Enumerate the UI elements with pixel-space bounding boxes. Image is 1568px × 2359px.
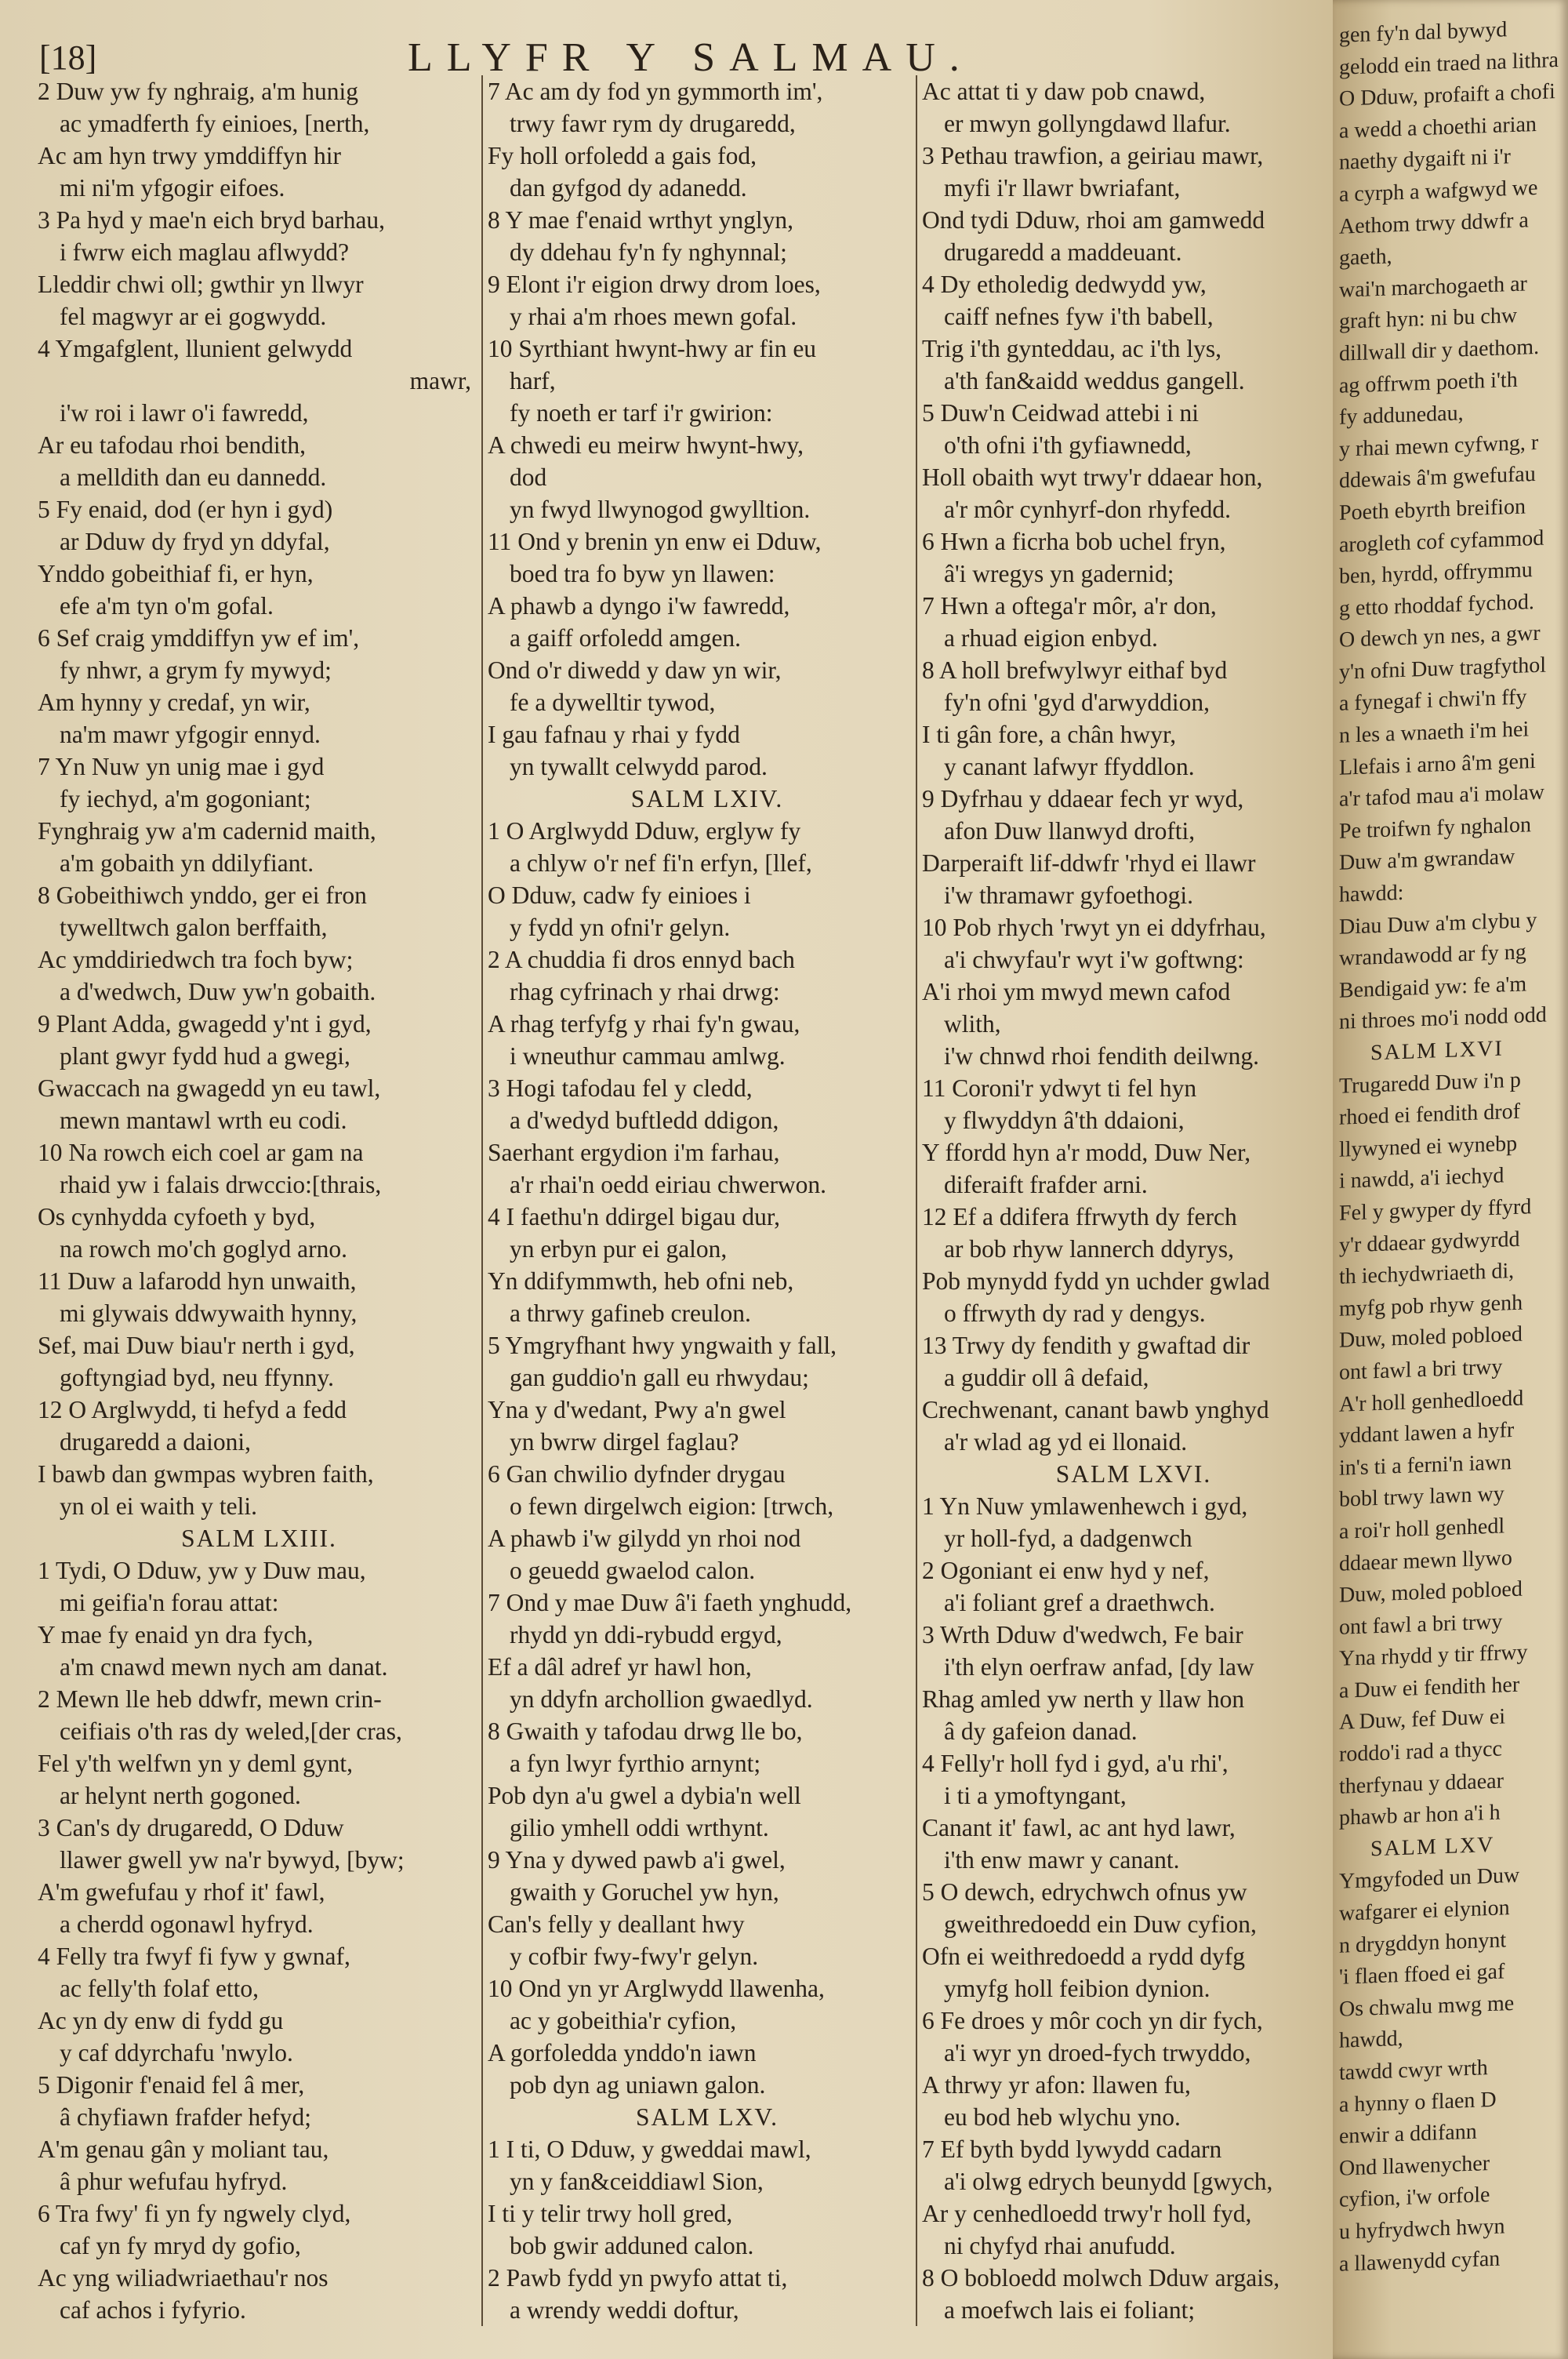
- text-line: Yna rhydd y tir ffrwy: [1339, 1640, 1528, 1672]
- text-line: a d'wedyd buftledd ddigon,: [510, 1107, 779, 1134]
- text-line: enwir a ddifann: [1339, 2119, 1477, 2149]
- text-line: 8 O bobloedd molwch Dduw argais,: [922, 2264, 1280, 2292]
- text-line: n drygddyn honynt: [1339, 1927, 1507, 1958]
- text-line: A'm genau gân y moliant tau,: [38, 2135, 329, 2163]
- text-line: wai'n marchogaeth ar: [1339, 271, 1527, 303]
- text-line: a'm cnawd mewn nych am danat.: [60, 1653, 388, 1681]
- text-line: 8 Gwaith y tafodau drwg lle bo,: [488, 1717, 803, 1745]
- text-line: A'r holl genhedloedd: [1339, 1386, 1524, 1417]
- text-line: Y mae fy enaid yn dra fych,: [38, 1621, 314, 1648]
- text-line: dan gyfgod dy adanedd.: [510, 174, 747, 202]
- text-line: llawer gwell yw na'r bywyd, [byw;: [60, 1846, 405, 1874]
- text-line: O Dduw, cadw fy einioes i: [488, 881, 751, 909]
- text-line: y rhai mewn cyfwng, r: [1339, 430, 1539, 462]
- text-line: 4 Dy etholedig dedwydd yw,: [922, 271, 1207, 298]
- text-line: yn erbyn pur ei galon,: [510, 1235, 728, 1263]
- text-line: Ond o'r diwedd y daw yn wir,: [488, 656, 782, 684]
- text-line: Ac yn dy enw di fydd gu: [38, 2007, 284, 2034]
- text-line: 9 Plant Adda, gwagedd y'nt i gyd,: [38, 1010, 372, 1038]
- text-line: 11 Coroni'r ydwyt ti fel hyn: [922, 1074, 1197, 1102]
- text-line: g etto rhoddaf fychod.: [1339, 589, 1534, 621]
- psalm-heading: SALM LXV.: [636, 2103, 779, 2131]
- text-line: Diau Duw a'm clybu y: [1339, 907, 1537, 940]
- text-line: 6 Sef craig ymddiffyn yw ef im',: [38, 624, 360, 652]
- text-line: 8 A holl brefwylwyr eithaf byd: [922, 656, 1228, 684]
- text-line: gilio ymhell oddi wrthynt.: [510, 1814, 769, 1841]
- text-line: â phur wefufau hyfryd.: [60, 2168, 288, 2195]
- text-line: y canant lafwyr ffyddlon.: [944, 753, 1195, 780]
- text-line: o geuedd gwaelod calon.: [510, 1557, 756, 1584]
- text-line: a moefwch lais ei foliant;: [944, 2296, 1196, 2324]
- text-line: gan guddio'n gall eu rhwydau;: [510, 1364, 809, 1391]
- text-line: ar Dduw dy fryd yn ddyfal,: [60, 528, 330, 555]
- text-line: Ac attat ti y daw pob cnawd,: [922, 78, 1206, 105]
- text-line: 7 Yn Nuw yn unig mae i gyd: [38, 753, 325, 780]
- text-line: yn bwrw dirgel faglau?: [510, 1428, 739, 1456]
- text-line: Duw, moled pobloed: [1339, 1321, 1523, 1354]
- text-line: a cherdd ogonawl hyfryd.: [60, 1910, 314, 1938]
- text-line: n les a wnaeth i'm hei: [1339, 717, 1530, 748]
- text-line: 4 Felly'r holl fyd i gyd, a'u rhi',: [922, 1750, 1229, 1777]
- text-line: bobl trwy lawn wy: [1339, 1481, 1504, 1513]
- text-line: th iechydwriaeth di,: [1339, 1259, 1515, 1289]
- text-line: i'th elyn oerfraw anfad, [dy law: [944, 1653, 1254, 1681]
- text-line: O Dduw, profaift a chofi: [1339, 79, 1555, 111]
- text-line: â dy gafeion danad.: [944, 1717, 1138, 1745]
- text-line: u hyfrydwch hwyn: [1339, 2214, 1505, 2245]
- text-line: tywelltwch galon berffaith,: [60, 914, 328, 941]
- text-line: a'i foliant gref a draethwch.: [944, 1589, 1215, 1616]
- text-line: a llawenydd cyfan: [1339, 2246, 1501, 2277]
- text-line: a'i chwyfau'r wyt i'w goftwng:: [944, 946, 1244, 973]
- text-line: 4 I faethu'n ddirgel bigau dur,: [488, 1203, 780, 1230]
- text-line: Poeth ebyrth breifion: [1339, 494, 1526, 525]
- text-line: boed tra fo byw yn llawen:: [510, 560, 775, 587]
- text-line: Gwaccach na gwagedd yn eu tawl,: [38, 1074, 381, 1102]
- text-line: i'th enw mawr y canant.: [944, 1846, 1180, 1874]
- text-line: 5 O dewch, edrychwch ofnus yw: [922, 1878, 1247, 1906]
- text-line: rhydd yn ddi-rybudd ergyd,: [510, 1621, 782, 1648]
- text-line: Darperaift lif-ddwfr 'rhyd ei llawr: [922, 849, 1256, 877]
- text-line: Holl obaith wyt trwy'r ddaear hon,: [922, 463, 1263, 491]
- text-line: i'w thramawr gyfoethogi.: [944, 881, 1193, 909]
- text-line: â chyfiawn frafder hefyd;: [60, 2103, 311, 2131]
- text-line: a'r tafod mau a'i molaw: [1339, 780, 1544, 812]
- text-line: Ymgyfoded un Duw: [1339, 1863, 1520, 1895]
- text-line: I bawb dan gwmpas wybren faith,: [38, 1460, 374, 1488]
- text-line: yn tywallt celwydd parod.: [510, 753, 768, 780]
- text-line: Ac ymddiriedwch tra foch byw;: [38, 946, 354, 973]
- text-line: 10 Ond yn yr Arglwydd llawenha,: [488, 1975, 825, 2002]
- text-line: rhag cyfrinach y rhai drwg:: [510, 978, 780, 1005]
- text-line: Ac yng wiliadwriaethau'r nos: [38, 2264, 328, 2292]
- text-line: a guddir oll â defaid,: [944, 1364, 1149, 1391]
- text-line: Llefais i arno â'm geni: [1339, 748, 1536, 780]
- text-line: fel magwyr ar ei gogwydd.: [60, 303, 327, 330]
- text-line: Canant it' fawl, ac ant hyd lawr,: [922, 1814, 1236, 1841]
- text-line: a'i olwg edrych beunydd [gwych,: [944, 2168, 1273, 2195]
- text-line: ac y gobeithia'r cyfion,: [510, 2007, 737, 2034]
- text-line: ar bob rhyw lannerch ddyrys,: [944, 1235, 1235, 1263]
- text-line: a d'wedwch, Duw yw'n gobaith.: [60, 978, 376, 1005]
- text-line: goftyngiad byd, neu ffynny.: [60, 1364, 334, 1391]
- text-column-1: [38, 75, 481, 2326]
- text-line: Lleddir chwi oll; gwthir yn llwyr: [38, 271, 364, 298]
- text-line: 6 Hwn a ficrha bob uchel fryn,: [922, 528, 1226, 555]
- text-line: ymyfg holl feibion dynion.: [944, 1975, 1210, 2002]
- text-line: hawdd:: [1339, 880, 1404, 907]
- text-line: drugaredd a daioni,: [60, 1428, 252, 1456]
- text-line: 1 O Arglwydd Dduw, erglyw fy: [488, 817, 801, 845]
- text-line: drugaredd a maddeuant.: [944, 238, 1182, 266]
- text-line: Ac am hyn trwy ymddiffyn hir: [38, 142, 341, 169]
- psalm-heading: SALM LXIII.: [181, 1525, 337, 1552]
- text-line: bob gwir adduned calon.: [510, 2232, 754, 2259]
- text-line: caf achos i fyfyrio.: [60, 2296, 246, 2324]
- text-line: Fel y gwyper dy ffyrd: [1339, 1194, 1532, 1226]
- text-line: dod: [510, 463, 547, 491]
- text-line: ddaear mewn llywo: [1339, 1545, 1512, 1576]
- text-line: therfynau y ddaear: [1339, 1768, 1504, 1799]
- text-line: O dewch yn nes, a gwr: [1339, 621, 1541, 653]
- text-line: a'r môr cynhyrf-don rhyfedd.: [944, 496, 1232, 523]
- text-line: â'i wregys yn gadernid;: [944, 560, 1174, 587]
- text-line: Y ffordd hyn a'r modd, Duw Ner,: [922, 1139, 1251, 1166]
- text-line: a hynny o flaen D: [1339, 2087, 1497, 2117]
- text-line: wrandawodd ar fy ng: [1339, 940, 1526, 971]
- text-line: ddewais â'm gwefufau: [1339, 462, 1536, 494]
- text-line: Fy holl orfoledd a gais fod,: [488, 142, 757, 169]
- text-line: fe a dywelltir tywod,: [510, 689, 716, 716]
- text-line: Aethom trwy ddwfr a: [1339, 207, 1529, 239]
- text-line: yddant lawen a hyfr: [1339, 1418, 1515, 1448]
- text-line: 4 Ymgafglent, llunient gelwydd: [38, 335, 353, 362]
- text-line: 7 Ef byth bydd lywydd cadarn: [922, 2135, 1222, 2163]
- text-line: ac felly'th folaf etto,: [60, 1975, 260, 2002]
- psalm-heading: SALM LXVI: [1370, 1036, 1504, 1066]
- overlap-text: [1339, 11, 1568, 2281]
- text-line: A thrwy yr afon: llawen fu,: [922, 2071, 1191, 2099]
- text-line: 12 O Arglwydd, ti hefyd a fedd: [38, 1396, 347, 1423]
- text-line: Crechwenant, canant bawb ynghyd: [922, 1396, 1269, 1423]
- text-line: ceifiais o'th ras dy weled,[der cras,: [60, 1717, 402, 1745]
- text-line: fy addunedau,: [1339, 401, 1464, 430]
- text-line: i nawdd, a'i iechyd: [1339, 1163, 1504, 1194]
- overlapping-next-page: [1333, 0, 1568, 2359]
- text-line: 2 Pawb fydd yn pwyfo attat ti,: [488, 2264, 788, 2292]
- text-line: A'm gwefufau y rhof it' fawl,: [38, 1878, 325, 1906]
- text-line: ni chyfyd rhai anufudd.: [944, 2232, 1176, 2259]
- text-line: Fynghraig yw a'm cadernid maith,: [38, 817, 376, 845]
- text-line: yn ol ei waith y teli.: [60, 1492, 257, 1520]
- text-line: 10 Syrthiant hwynt-hwy ar fin eu: [488, 335, 817, 362]
- text-line: Saerhant ergydion i'm farhau,: [488, 1139, 780, 1166]
- text-line: ben, hyrdd, offrymmu: [1339, 558, 1533, 589]
- text-line: 6 Gan chwilio dyfnder drygau: [488, 1460, 786, 1488]
- text-line: y flwyddyn â'th ddaioni,: [944, 1107, 1185, 1134]
- text-line: 3 Can's dy drugaredd, O Dduw: [38, 1814, 344, 1841]
- text-line: caiff nefnes fyw i'th babell,: [944, 303, 1214, 330]
- text-line: diferaift frafder arni.: [944, 1171, 1148, 1198]
- text-line: i ti a ymoftyngant,: [944, 1782, 1127, 1809]
- text-line: llywyned ei wynebp: [1339, 1131, 1518, 1162]
- text-line: 'i flaen ffoed ei gaf: [1339, 1959, 1505, 1990]
- text-line: yn fwyd llwynogod gwylltion.: [510, 496, 811, 523]
- text-line: a melldith dan eu dannedd.: [60, 463, 327, 491]
- text-line: gweithredoedd ein Duw cyfion,: [944, 1910, 1257, 1938]
- text-line: y cofbir fwy-fwy'r gelyn.: [510, 1943, 759, 1970]
- text-line: a'i wyr yn droed-fych trwyddo,: [944, 2039, 1251, 2066]
- text-line: a'r wlad ag yd ei llonaid.: [944, 1428, 1188, 1456]
- text-line: fy'n ofni 'gyd d'arwyddion,: [944, 689, 1210, 716]
- text-line: A Duw, fef Duw ei: [1339, 1704, 1506, 1736]
- text-line: Ofn ei weithredoedd a rydd dyfg: [922, 1943, 1245, 1970]
- text-line: Rhag amled yw nerth y llaw hon: [922, 1685, 1245, 1713]
- text-line: Can's felly y deallant hwy: [488, 1910, 745, 1938]
- text-line: Yna y d'wedant, Pwy a'n gwel: [488, 1396, 786, 1423]
- text-line: cyfion, i'w orfole: [1339, 2183, 1490, 2213]
- text-column-3: [916, 75, 1345, 2326]
- text-line: A phawb a dyngo i'w fawredd,: [488, 592, 790, 620]
- text-line: myfg pob rhyw genh: [1339, 1290, 1523, 1321]
- text-line: Bendigaid yw: fe a'm: [1339, 972, 1527, 1003]
- text-line: ac ymadferth fy einioes, [nerth,: [60, 110, 370, 137]
- text-line: 2 Mewn lle heb ddwfr, mewn crin-: [38, 1685, 382, 1713]
- text-line: a rhuad eigion enbyd.: [944, 624, 1158, 652]
- text-line: y'n ofni Duw tragfythol: [1339, 652, 1547, 685]
- text-line: Am hynny y credaf, yn wir,: [38, 689, 310, 716]
- text-line: 2 Duw yw fy nghraig, a'm hunig: [38, 78, 358, 105]
- text-line: hawdd,: [1339, 2026, 1403, 2054]
- text-line: 3 Pethau trawfion, a geiriau mawr,: [922, 142, 1264, 169]
- text-line: fy noeth er tarf i'r gwirion:: [510, 399, 773, 427]
- text-line: y'r ddaear gydwyrdd: [1339, 1227, 1520, 1258]
- running-head: LLYFR Y SALMAU.: [408, 35, 974, 80]
- text-line: 5 Fy enaid, dod (er hyn i gyd): [38, 496, 333, 523]
- text-line: arogleth cof cyfammod: [1339, 525, 1544, 558]
- text-line: Duw a'm gwrandaw: [1339, 845, 1515, 876]
- text-line: y caf ddyrchafu 'nwylo.: [60, 2039, 293, 2066]
- text-line: 7 Ac am dy fod yn gymmorth im',: [488, 78, 823, 105]
- text-line: fy nhwr, a grym fy mywyd;: [60, 656, 332, 684]
- text-line: a fyn lwyr fyrthio arnynt;: [510, 1750, 761, 1777]
- text-column-2: [481, 75, 927, 2326]
- text-line: Yn ddifymmwth, heb ofni neb,: [488, 1267, 794, 1295]
- text-line: Ond tydi Dduw, rhoi am gamwedd: [922, 206, 1265, 234]
- text-line: ni throes mo'i nodd odd: [1339, 1002, 1547, 1035]
- text-line: 11 Ond y brenin yn enw ei Dduw,: [488, 528, 822, 555]
- text-line: dy ddehau fy'n fy nghynnal;: [510, 238, 787, 266]
- psalm-heading: SALM LXVI.: [1055, 1460, 1212, 1488]
- text-line: 9 Yna y dywed pawb a'i gwel,: [488, 1846, 786, 1874]
- text-line: efe a'm tyn o'm gofal.: [60, 592, 274, 620]
- text-line: 7 Ond y mae Duw â'i faeth ynghudd,: [488, 1589, 852, 1616]
- text-line: 1 Tydi, O Dduw, yw y Duw mau,: [38, 1557, 366, 1584]
- text-line: harf,: [510, 367, 556, 394]
- text-line: a'th fan&aidd weddus gangell.: [944, 367, 1245, 394]
- text-line: 12 Ef a ddifera ffrwyth dy ferch: [922, 1203, 1237, 1230]
- text-line: a'r rhai'n oedd eiriau chwerwon.: [510, 1171, 827, 1198]
- text-line: Sef, mai Duw biau'r nerth i gyd,: [38, 1332, 355, 1359]
- text-line: ont fawl a bri trwy: [1339, 1609, 1503, 1640]
- text-line: o'th ofni i'th gyfiawnedd,: [944, 431, 1192, 459]
- text-line: Os cynhydda cyfoeth y byd,: [38, 1203, 316, 1230]
- text-line: in's ti a ferni'n iawn: [1339, 1449, 1512, 1481]
- text-line: 8 Gobeithiwch ynddo, ger ei fron: [38, 881, 367, 909]
- text-line: i wneuthur cammau amlwg.: [510, 1042, 786, 1070]
- text-line: Trig i'th gynteddau, ac i'th lys,: [922, 335, 1222, 362]
- text-line: 6 Tra fwy' fi yn fy ngwely clyd,: [38, 2200, 351, 2227]
- text-line: yr holl-fyd, a dadgenwch: [944, 1525, 1192, 1552]
- text-line: Trugaredd Duw i'n p: [1339, 1067, 1521, 1099]
- text-line: 5 Duw'n Ceidwad attebi i ni: [922, 399, 1199, 427]
- text-line: a fynegaf i chwi'n ffy: [1339, 685, 1527, 717]
- text-line: a wedd a choethi arian: [1339, 111, 1537, 144]
- text-line: a Duw ei fendith her: [1339, 1672, 1520, 1703]
- text-line: Duw, moled pobloed: [1339, 1576, 1523, 1608]
- text-line: y fydd yn ofni'r gelyn.: [510, 914, 731, 941]
- text-line: 5 Digonir f'enaid fel â mer,: [38, 2071, 305, 2099]
- text-line: 3 Wrth Dduw d'wedwch, Fe bair: [922, 1621, 1243, 1648]
- text-line: phawb ar hon a'i h: [1339, 1800, 1501, 1831]
- text-line: wlith,: [944, 1010, 1001, 1038]
- text-line: 2 A chuddia fi dros ennyd bach: [488, 946, 795, 973]
- text-line: Pob mynydd fydd yn uchder gwlad: [922, 1267, 1270, 1295]
- text-line: eu bod heb wlychu yno.: [944, 2103, 1181, 2131]
- text-line: naethy dygaift ni i'r: [1339, 144, 1511, 176]
- text-line: I gau fafnau y rhai y fydd: [488, 721, 740, 748]
- text-line: er mwyn gollyngdawd llafur.: [944, 110, 1231, 137]
- text-line: na rowch mo'ch goglyd arno.: [60, 1235, 347, 1263]
- text-line: 5 Ymgryfhant hwy yngwaith y fall,: [488, 1332, 837, 1359]
- text-line: pob dyn ag uniawn galon.: [510, 2071, 766, 2099]
- text-line: dillwall dir y daethom.: [1339, 334, 1540, 366]
- text-line: yn ddyfn archollion gwaedlyd.: [510, 1685, 813, 1713]
- text-line: Os chwalu mwg me: [1339, 1990, 1515, 2022]
- text-line: 9 Elont i'r eigion drwy drom loes,: [488, 271, 821, 298]
- text-line: na'm mawr yfgogir ennyd.: [60, 721, 321, 748]
- text-line: i'w roi i lawr o'i fawredd,: [60, 399, 309, 427]
- text-line: Ef a dâl adref yr hawl hon,: [488, 1653, 752, 1681]
- text-line: a gaiff orfoledd amgen.: [510, 624, 742, 652]
- text-line: gelodd ein traed na lithra: [1339, 47, 1559, 80]
- text-line: a roi'r holl genhedl: [1339, 1514, 1505, 1544]
- text-line: a cyrph a wafgwyd we: [1339, 175, 1538, 207]
- text-line: trwy fawr rym dy drugaredd,: [510, 110, 796, 137]
- text-line: fy iechyd, a'm gogoniant;: [60, 785, 311, 812]
- text-line: a chlyw o'r nef fi'n erfyn, [llef,: [510, 849, 812, 877]
- text-line: Fel y'th welfwn yn y deml gynt,: [38, 1750, 354, 1777]
- text-line: ag offrwm poeth i'th: [1339, 367, 1518, 398]
- text-line: a'm gobaith yn ddilyfiant.: [60, 849, 314, 877]
- text-line: rhoed ei fendith drof: [1339, 1099, 1520, 1130]
- text-line: plant gwyr fydd hud a gwegi,: [60, 1042, 350, 1070]
- text-line: Ond llawenycher: [1339, 2150, 1490, 2181]
- text-line: y rhai a'm rhoes mewn gofal.: [510, 303, 797, 330]
- text-line: roddo'i rad a thycc: [1339, 1736, 1502, 1767]
- text-line: 3 Pa hyd y mae'n eich bryd barhau,: [38, 206, 386, 234]
- text-line: Pe troifwn fy nghalon: [1339, 812, 1531, 844]
- text-line: 9 Dyfrhau y ddaear fech yr wyd,: [922, 785, 1244, 812]
- text-line: Pob dyn a'u gwel a dybia'n well: [488, 1782, 801, 1809]
- text-line: I ti y telir trwy holl gred,: [488, 2200, 733, 2227]
- text-line: rhaid yw i falais drwccio:[thrais,: [60, 1171, 382, 1198]
- text-line: mewn mantawl wrth eu codi.: [60, 1107, 347, 1134]
- text-line: mawr,: [409, 367, 471, 394]
- text-line: Ar eu tafodau rhoi bendith,: [38, 431, 307, 459]
- text-line: Ynddo gobeithiaf fi, er hyn,: [38, 560, 314, 587]
- text-line: I ti gân fore, a chân hwyr,: [922, 721, 1177, 748]
- text-line: i'w chnwd rhoi fendith deilwng.: [944, 1042, 1259, 1070]
- text-line: graft hyn: ni bu chw: [1339, 304, 1518, 335]
- text-line: Ar y cenhedloedd trwy'r holl fyd,: [922, 2200, 1252, 2227]
- text-line: o fewn dirgelwch eigion: [trwch,: [510, 1492, 834, 1520]
- text-line: 3 Hogi tafodau fel y cledd,: [488, 1074, 753, 1102]
- text-line: mi ni'm yfgogir eifoes.: [60, 174, 285, 202]
- page-number: [18]: [39, 38, 97, 77]
- text-line: 10 Pob rhych 'rwyt yn ei ddyfrhau,: [922, 914, 1266, 941]
- text-line: 13 Trwy dy fendith y gwaftad dir: [922, 1332, 1250, 1359]
- text-line: caf yn fy mryd dy gofio,: [60, 2232, 301, 2259]
- text-line: wafgarer ei elynion: [1339, 1896, 1510, 1926]
- text-line: myfi i'r llawr bwriafant,: [944, 174, 1181, 202]
- text-line: 2 Ogoniant ei enw hyd y nef,: [922, 1557, 1210, 1584]
- text-line: 11 Duw a lafarodd hyn unwaith,: [38, 1267, 357, 1295]
- text-line: a thrwy gafineb creulon.: [510, 1299, 751, 1327]
- text-line: ont fawl a bri trwy: [1339, 1354, 1503, 1385]
- text-line: yn y fan&ceiddiawl Sion,: [510, 2168, 764, 2195]
- text-line: A gorfoledda ynddo'n iawn: [488, 2039, 757, 2066]
- text-line: A chwedi eu meirw hwynt-hwy,: [488, 431, 804, 459]
- text-line: o ffrwyth dy rad y dengys.: [944, 1299, 1206, 1327]
- text-line: A rhag terfyfg y rhai fy'n gwau,: [488, 1010, 800, 1038]
- text-line: 10 Na rowch eich coel ar gam na: [38, 1139, 364, 1166]
- text-line: ar helynt nerth gogoned.: [60, 1782, 301, 1809]
- psalm-heading: SALM LXV: [1370, 1832, 1495, 1862]
- text-line: 1 I ti, O Dduw, y gweddai mawl,: [488, 2135, 811, 2163]
- text-line: afon Duw llanwyd drofti,: [944, 817, 1196, 845]
- text-line: 8 Y mae f'enaid wrthyt ynglyn,: [488, 206, 793, 234]
- text-line: tawdd cwyr wrth: [1339, 2055, 1488, 2085]
- text-line: A'i rhoi ym mwyd mewn cafod: [922, 978, 1231, 1005]
- text-line: 6 Fe droes y môr coch yn dir fych,: [922, 2007, 1263, 2034]
- text-line: gaeth,: [1339, 244, 1392, 271]
- text-line: a wrendy weddi doftur,: [510, 2296, 739, 2324]
- text-line: i fwrw eich maglau aflwydd?: [60, 238, 350, 266]
- text-line: gen fy'n dal bywyd: [1339, 17, 1508, 48]
- text-line: mi geifia'n forau attat:: [60, 1589, 279, 1616]
- text-line: A phawb i'w gilydd yn rhoi nod: [488, 1525, 801, 1552]
- text-line: gwaith y Goruchel yw hyn,: [510, 1878, 779, 1906]
- text-line: 4 Felly tra fwyf fi fyw y gwnaf,: [38, 1943, 350, 1970]
- text-line: 7 Hwn a oftega'r môr, a'r don,: [922, 592, 1217, 620]
- text-line: 1 Yn Nuw ymlawenhewch i gyd,: [922, 1492, 1248, 1520]
- text-line: mi glywais ddwywaith hynny,: [60, 1299, 358, 1327]
- psalm-heading: SALM LXIV.: [630, 785, 784, 812]
